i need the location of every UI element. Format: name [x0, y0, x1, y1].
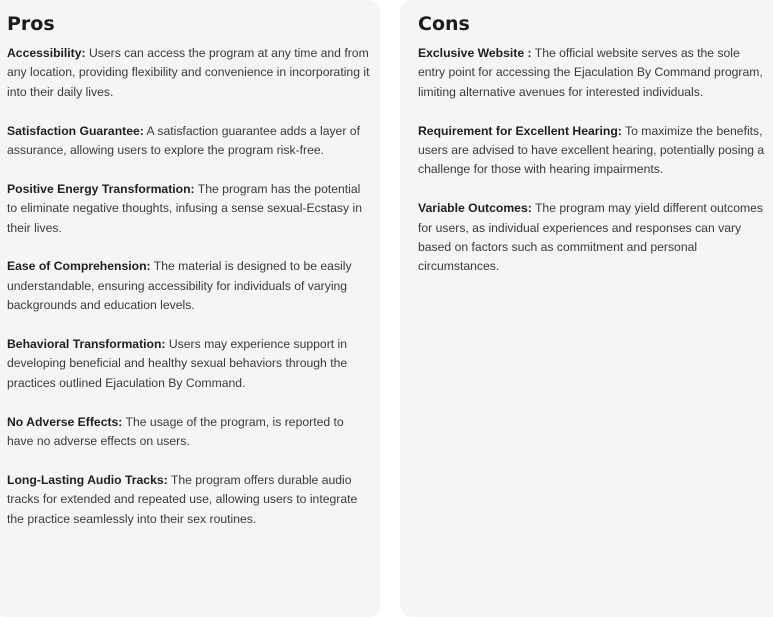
- pros-item-text: The program offers durable audio tracks for extended and repeated use, allowing users to integrate the practice seamlessly into their sex routines.: [7, 472, 358, 526]
- pros-item-text: The usage of the program, is reported to have no adverse effects on users.: [7, 414, 344, 449]
- pros-item: [7, 180, 370, 238]
- pros-item-text: Users can access the program at any time and from any location, providing flexibility and convenience in incorporating it into their daily lives.: [7, 46, 370, 99]
- cons-item: [418, 44, 769, 102]
- pros-item: [7, 335, 370, 393]
- cons-item: [418, 122, 769, 180]
- pros-item-term: Satisfaction Guarantee:: [7, 123, 144, 138]
- pros-item: [7, 44, 370, 102]
- cons-item-term: Variable Outcomes:: [418, 201, 532, 216]
- pros-item: [7, 413, 370, 452]
- pros-item: [7, 122, 370, 161]
- pros-item-term: No Adverse Effects:: [7, 414, 123, 429]
- pros-item: [7, 257, 370, 315]
- pros-item: [7, 471, 370, 529]
- cons-title: Cons: [418, 13, 470, 35]
- pros-item-term: Behavioral Transformation:: [7, 337, 166, 352]
- cons-item-text: The program may yield different outcomes for users, as individual experiences and responses can vary based on factors such as commitment and personal circumstances.: [418, 201, 764, 274]
- pros-item-text: The program has the potential to eliminate negative thoughts, infusing a sense sexual-Ecstasy in their lives.: [7, 181, 362, 235]
- pros-item-text: Users may experience support in developing beneficial and healthy sexual behaviors through the practices outlined Ejaculation By Command.: [7, 337, 348, 390]
- pros-item-term: Positive Energy Transformation:: [7, 181, 195, 196]
- cons-item: [418, 199, 769, 277]
- cons-item-text: The official website serves as the sole entry point for accessing the Ejaculation By Command program, limiting alternative avenues for interested individuals.: [418, 46, 763, 99]
- cons-item-text: To maximize the benefits, users are advised to have excellent hearing, potentially posing a challenge for those with hearing impairments.: [418, 123, 765, 177]
- pros-item-term: Ease of Comprehension:: [7, 259, 151, 274]
- pros-item-term: Accessibility:: [7, 46, 86, 60]
- cons-item-term: Exclusive Website :: [418, 46, 532, 60]
- cons-column: [400, 0, 773, 617]
- pros-item-text: A satisfaction guarantee adds a layer of assurance, allowing users to explore the program risk-free.: [7, 123, 360, 158]
- pros-column: [0, 0, 380, 617]
- cons-item-term: Requirement for Excellent Hearing:: [418, 123, 622, 138]
- pros-item-term: Long-Lasting Audio Tracks:: [7, 472, 168, 487]
- pros-title: Pros: [7, 13, 55, 35]
- pros-item-text: The material is designed to be easily understandable, ensuring accessibility for individuals of varying backgrounds and education levels.: [7, 259, 352, 313]
